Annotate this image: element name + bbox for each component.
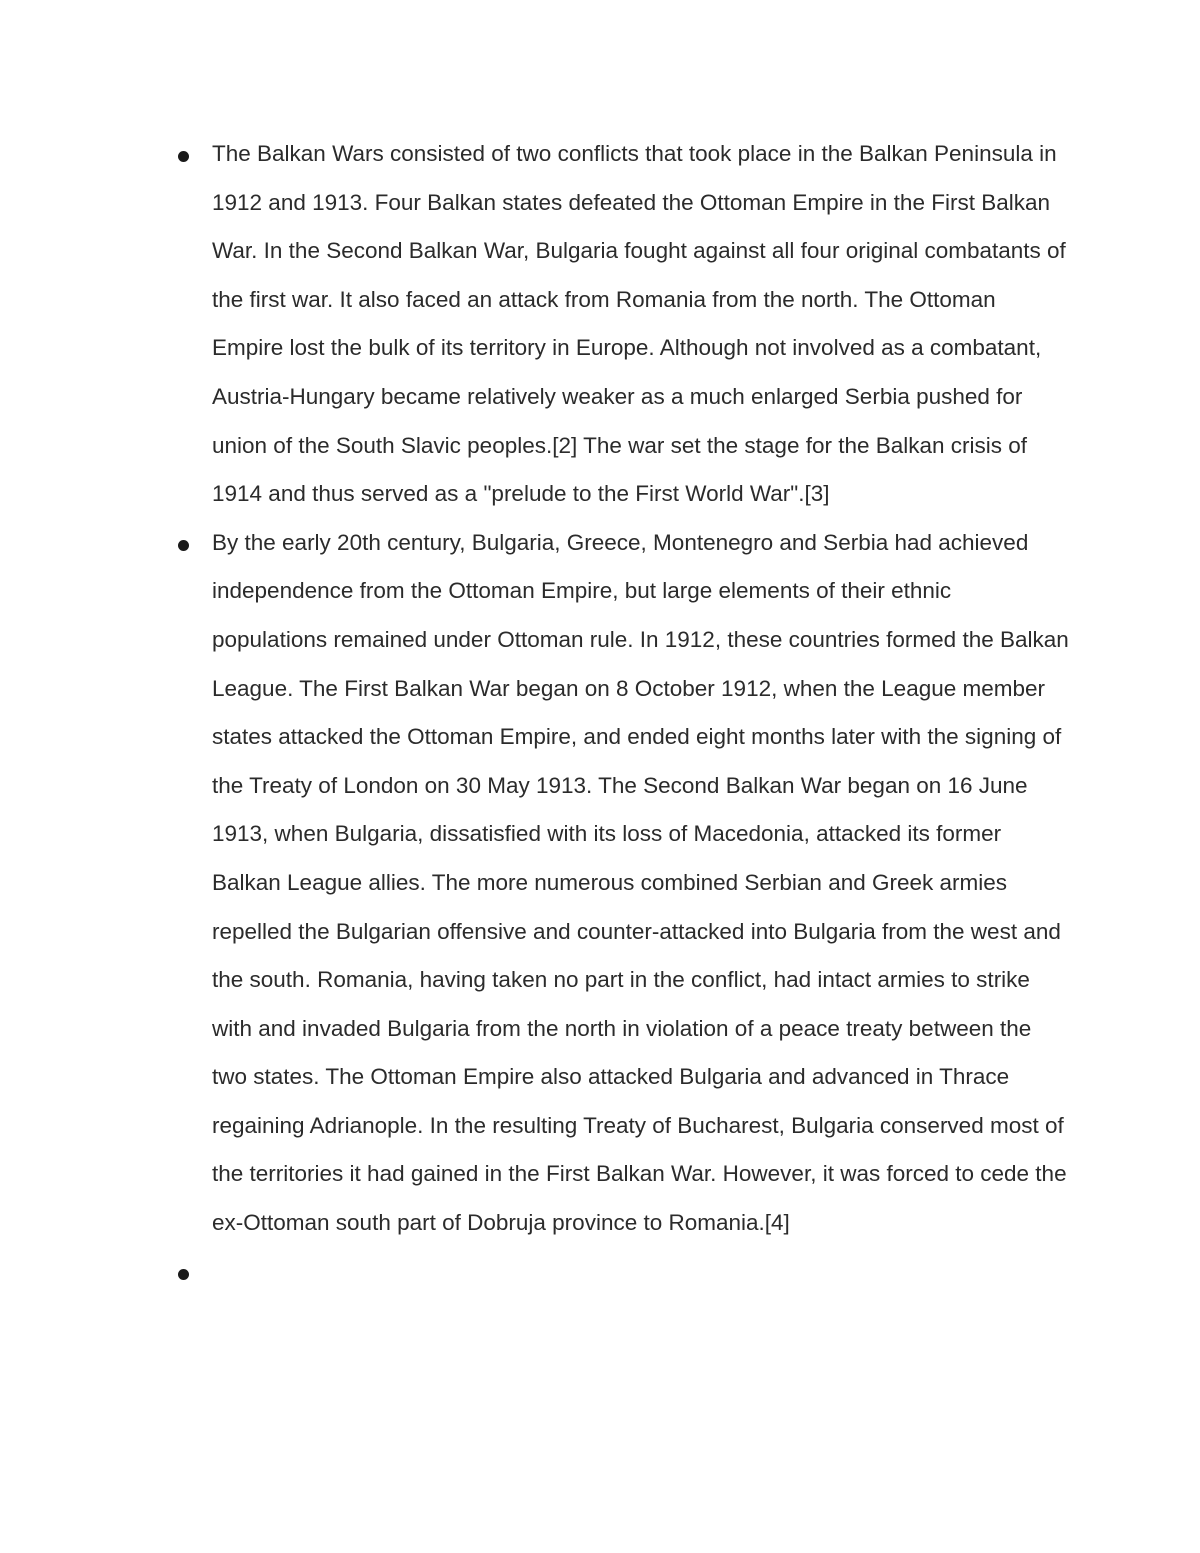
- list-item: [0, 519, 1072, 1248]
- bullet-dot-icon: [178, 151, 189, 162]
- bullet-dot-icon: [178, 540, 189, 551]
- list-item-empty: [0, 1248, 1072, 1297]
- list-item: [0, 130, 1072, 519]
- bullet-list: [0, 130, 1200, 1296]
- paragraph-text: By the early 20th century, Bulgaria, Greece, Montenegro and Serbia had achieved independence from the Ottoman Empire, but large elements of their ethnic populations remained under Ottoman rule. In 1912, these countries formed the Balkan League. The First Balkan War began on 8 October 1912, when the League member states attacked the Ottoman Empire, and ended eight months later with the signing of the Treaty of London on 30 May 1913. The Second Balkan War began on 16 June 1913, when Bulgaria, dissatisfied with its loss of Macedonia, attacked its former Balkan League allies. The more numerous combined Serbian and Greek armies repelled the Bulgarian offensive and counter-attacked into Bulgaria from the west and the south. Romania, having taken no part in the conflict, had intact armies to strike with and invaded Bulgaria from the north in violation of a peace treaty between the two states. The Ottoman Empire also attacked Bulgaria and advanced in Thrace regaining Adrianople. In the resulting Treaty of Bucharest, Bulgaria conserved most of the territories it had gained in the First Balkan War. However, it was forced to cede the ex-Ottoman south part of Dobruja province to Romania.[4]: [212, 529, 1069, 1236]
- paragraph-text: The Balkan Wars consisted of two conflicts that took place in the Balkan Peninsula in 1912 and 1913. Four Balkan states defeated the Ottoman Empire in the First Balkan War. In the Second Balkan War, Bulgaria fought against all four original combatants of the first war. It also faced an attack from Romania from the north. The Ottoman Empire lost the bulk of its territory in Europe. Although not involved as a combatant, Austria-Hungary became relatively weaker as a much enlarged Serbia pushed for union of the South Slavic peoples.[2] The war set the stage for the Balkan crisis of 1914 and thus served as a "prelude to the First World War".[3]: [212, 141, 1066, 507]
- bullet-dot-icon: [178, 1269, 189, 1280]
